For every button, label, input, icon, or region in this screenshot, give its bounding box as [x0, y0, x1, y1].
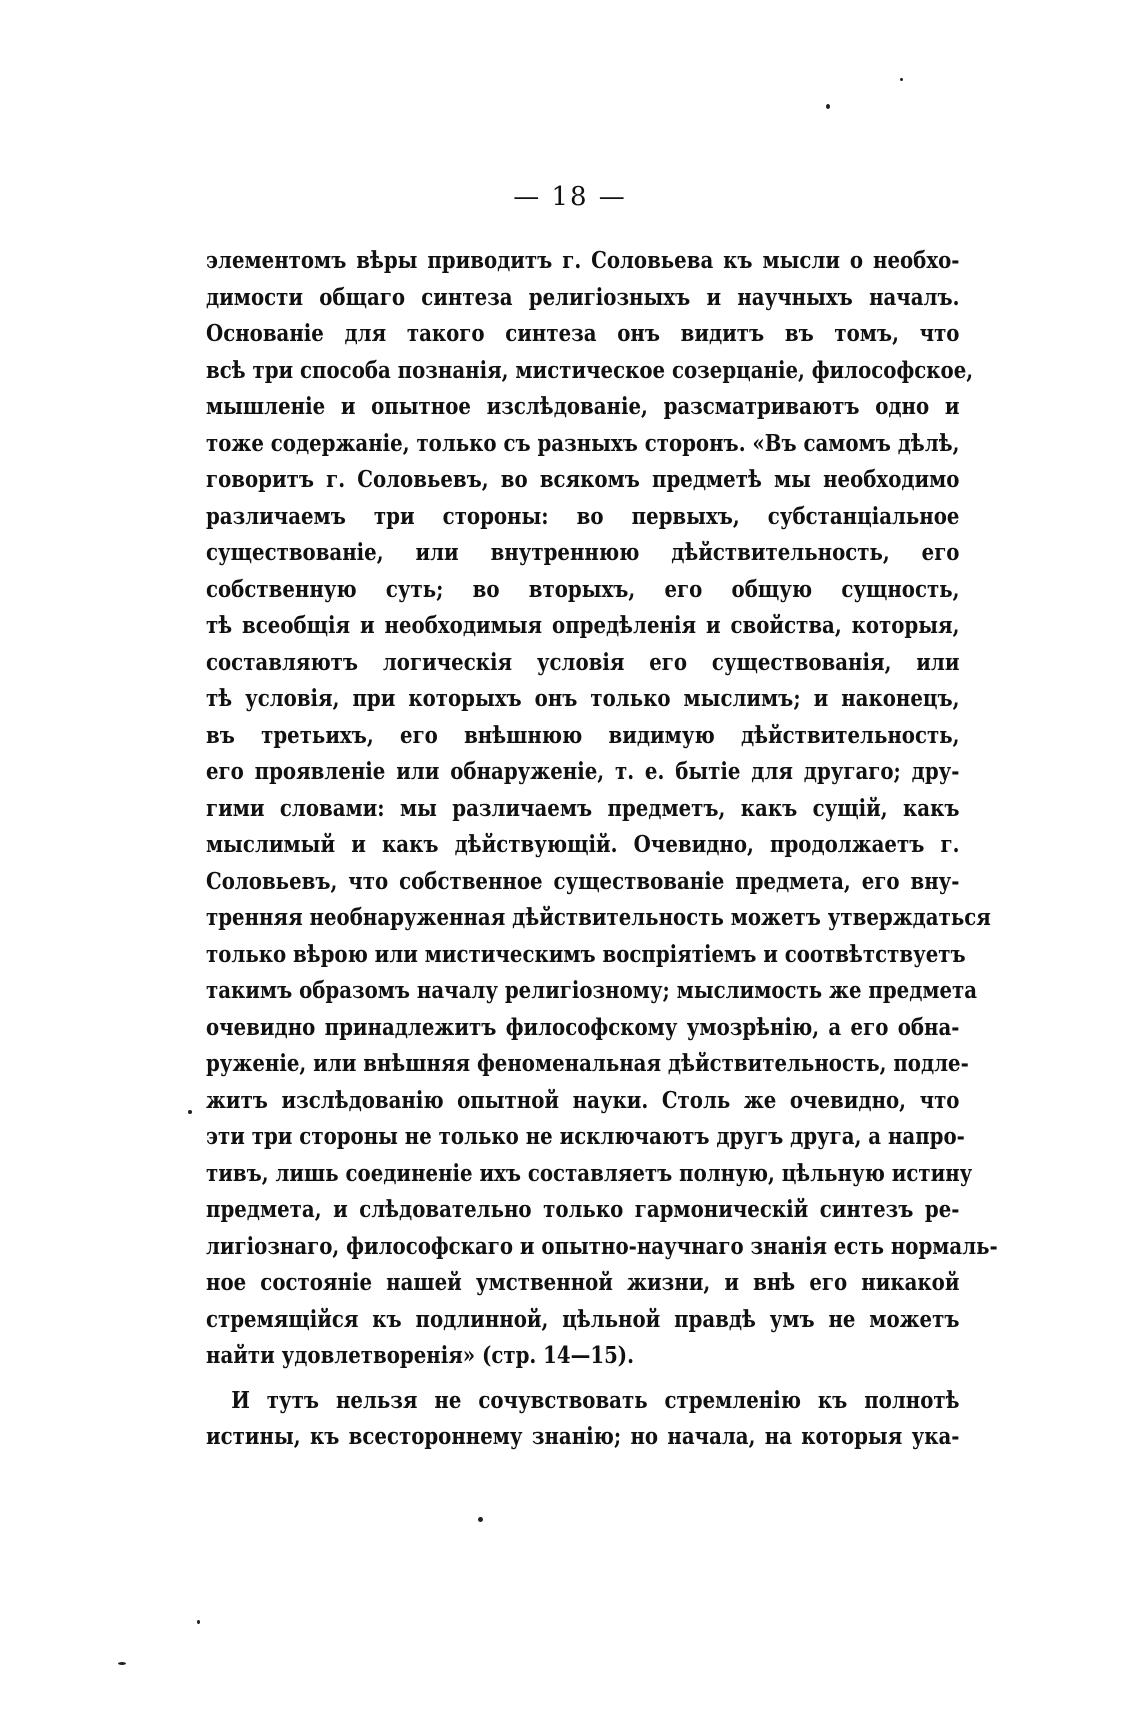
page-number: — 18 — [513, 182, 627, 212]
text-line: его проявленіе или обнаруженіе, т. е. бытіе для другаго; дру- [206, 757, 960, 785]
text-line: ное состояніе нашей умственной жизни, и внѣ его никакой [206, 1268, 960, 1296]
text-line: существованіе, или внутреннюю дѣйствительность, его [206, 538, 960, 566]
text-line: димости общаго синтеза религіозныхъ и научныхъ началъ. [206, 282, 960, 311]
text-line: лигіознаго, философскаго и опытно-научнаго знанія есть нормаль- [206, 1231, 998, 1260]
text-line: Соловьевъ, что собственное существованіе предмета, его вну- [206, 866, 960, 895]
text-line: гими словами: мы различаемъ предметъ, какъ сущій, какъ [206, 793, 960, 822]
text-line: эти три стороны не только не исключаютъ другъ друга, а напро- [206, 1122, 965, 1150]
text-line: предмета, и слѣдовательно только гармоническій синтезъ ре- [206, 1195, 960, 1223]
text-line: житъ изслѣдованію опытной науки. Столь же очевидно, что [206, 1085, 960, 1114]
scan-speck [900, 78, 903, 81]
text-line: тѣ условія, при которыхъ онъ только мыслимъ; и наконецъ, [206, 684, 960, 712]
paragraph-1 [206, 242, 998, 1374]
scan-speck [118, 1662, 126, 1665]
scan-speck [826, 104, 830, 109]
text-line: тивъ, лишь соединеніе ихъ составляетъ полную, цѣльную истину [206, 1158, 973, 1187]
text-line: мышленіе и опытное изслѣдованіе, разсматриваютъ одно и [206, 392, 960, 420]
text-line: такимъ образомъ началу религіозному; мыслимость же предмета [206, 976, 978, 1004]
text-line: элементомъ вѣры приводитъ г. Соловьева къ мысли о необхо- [206, 246, 960, 274]
text-line: тренняя необнаруженная дѣйствительность можетъ утверждаться [206, 903, 991, 931]
text-line: собственную суть; во вторыхъ, его общую сущность, [206, 574, 960, 603]
text-line: стремящійся къ подлинной, цѣльной правдѣ умъ не можетъ [206, 1304, 960, 1333]
text-line: И тутъ нельзя не сочувствовать стремленію къ полнотѣ [231, 1385, 960, 1414]
text-line: мыслимый и какъ дѣйствующій. Очевидно, продолжаетъ г. [206, 830, 960, 858]
text-line: истины, къ всестороннему знанію; но начала, на которыя ука- [206, 1422, 960, 1450]
body-text [206, 242, 998, 1455]
text-line: очевидно принадлежитъ философскому умозрѣнію, а его обна- [206, 1012, 960, 1041]
scan-speck [188, 1110, 192, 1114]
text-line: всѣ три способа познанія, мистическое созерцаніе, философское, [206, 355, 974, 384]
text-line: тѣ всеобщія и необходимыя опредѣленія и свойства, которыя, [206, 611, 960, 639]
text-line: Основаніе для такого синтеза онъ видитъ въ томъ, что [206, 319, 960, 347]
text-line: тоже содержаніе, только съ разныхъ сторонъ. «Въ самомъ дѣлѣ, [206, 428, 960, 457]
text-line: найти удовлетворенія» (стр. 14—15). [206, 1341, 635, 1369]
scan-speck [197, 1620, 200, 1624]
text-line: руженіе, или внѣшняя феноменальная дѣйствительность, подле- [206, 1049, 969, 1077]
text-line: говоритъ г. Соловьевъ, во всякомъ предметѣ мы необходимо [206, 465, 960, 493]
text-line: составляютъ логическія условія его существованія, или [206, 647, 960, 676]
paragraph-2 [206, 1382, 960, 1455]
text-line: въ третьихъ, его внѣшнюю видимую дѣйствительность, [206, 720, 960, 749]
scan-speck [478, 1517, 483, 1522]
text-line: различаемъ три стороны: во первыхъ, субстанціальное [206, 501, 960, 530]
text-line: только вѣрою или мистическимъ воспріятіемъ и соотвѣтствуетъ [206, 939, 966, 968]
